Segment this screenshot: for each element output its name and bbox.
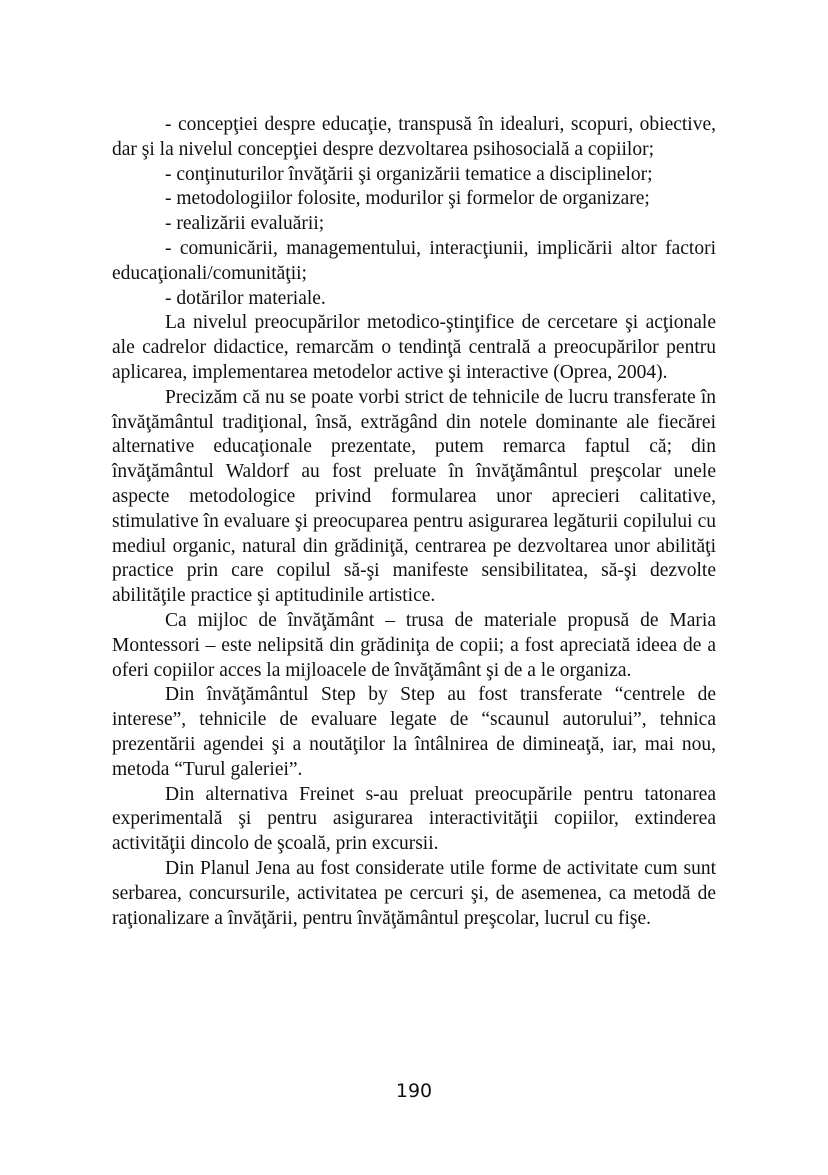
paragraph-freinet: Din alternativa Freinet s-au preluat preocupările pentru tatonarea experimentală şi pentru asigurarea interactivităţii copiilor, extinderea activităţii dincolo de şcoală, prin excursii. [112, 783, 716, 855]
list-item-metodologiilor: - metodologiilor folosite, modurilor şi formelor de organizare; [165, 188, 650, 210]
paragraph-preocupari: La nivelul preocupărilor metodico-ştinţifice de cercetare şi acţionale ale cadrelor didactice, remarcăm o tendinţă centrală a preocupărilor pentru aplicarea, implementarea metodelor active şi interactive (Oprea, 2004). [112, 312, 716, 383]
paragraph-jena: Din Planul Jena au fost considerate utile forme de activitate cum sunt serbarea, concursurile, activitatea pe cercuri şi, de asemenea, ca metodă de raţionalizare a învăţării, pentru învăţământul preşcolar, lucrul cu fişe. [112, 857, 716, 929]
paragraph-montessori: Ca mijloc de învăţământ – trusa de materiale propusă de Maria Montessori – este nelipsită din grădiniţa de copii; a fost apreciată ideea de a oferi copiilor acces la mijloacele de învăţământ şi de a le organiza. [112, 609, 716, 681]
list-item-evaluarii: - realizării evaluării; [165, 213, 325, 235]
list-item-comunicarii: - comunicării, managementului, interacţiunii, implicării altor factori educaţionali/comunităţii; [112, 237, 716, 284]
list-item-dotarilor: - dotărilor materiale. [165, 287, 326, 309]
paragraph-step-by-step: Din învăţământul Step by Step au fost transferate “centrele de interese”, tehnicile de evaluare legate de “scaunul autorului”, tehnica prezentării agendei şi a noutăţilor la întâlnirea de dimineaţă, iar, mai nou, metoda “Turul galeriei”. [112, 684, 716, 780]
body-text [112, 113, 716, 931]
list-item-continuturilor: - conţinuturilor învăţării şi organizării tematice a disciplinelor; [165, 163, 653, 185]
paragraph-tehnici-transferate: Precizăm că nu se poate vorbi strict de tehnicile de lucru transferate în învăţământul tradiţional, însă, extrăgând din notele dominante ale fiecărei alternative educaţionale prezentate, putem remarca faptul că; din învăţământul Waldorf au fost preluate în învăţământul preşcolar unele aspecte metodologice privind formularea unor aprecieri calitative, stimulative în evaluare şi preocuparea pentru asigurarea legăturii copilului cu mediul organic, natural din grădiniţă, centrarea pe dezvoltarea unor abilităţi practice prin care copilul să-şi manifeste sensibilitatea, să-şi dezvolte abilităţile practice şi aptitudinile artistice. [112, 386, 716, 607]
page-number: 190 [395, 1080, 433, 1102]
list-item-conceptiei: - concepţiei despre educaţie, transpusă în idealuri, scopuri, obiective, dar şi la nivelul concepţiei despre dezvoltarea psihosocială a copiilor; [112, 114, 716, 160]
